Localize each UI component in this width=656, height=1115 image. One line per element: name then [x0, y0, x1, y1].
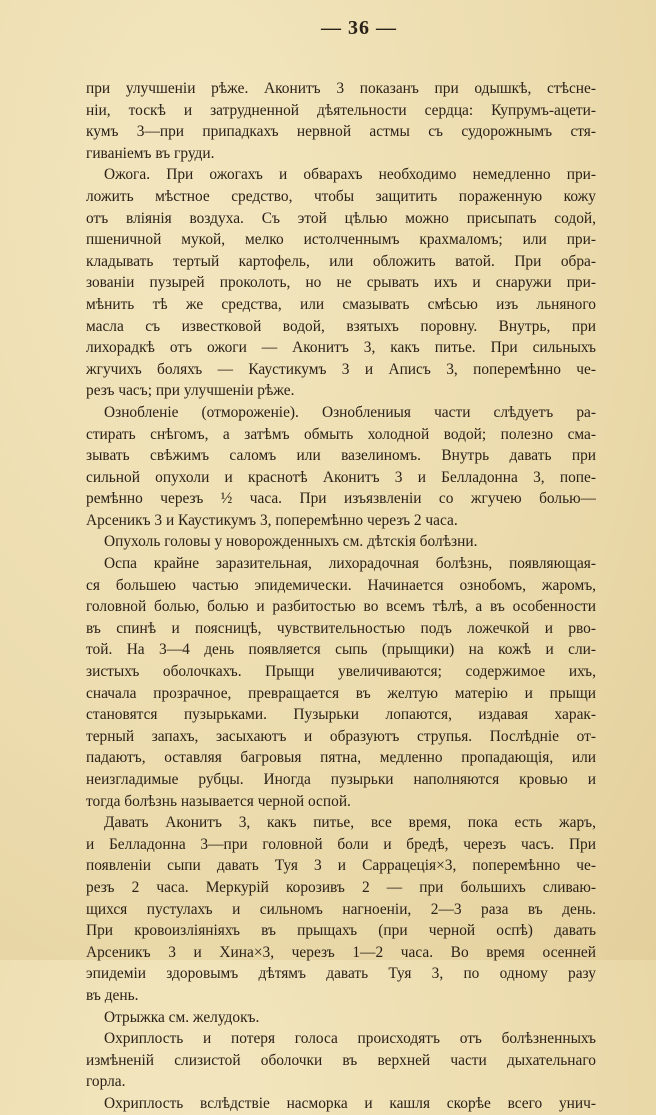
text-line: Оспа крайне заразительная, лихорадочная болѣзнь, появляющая- — [104, 555, 596, 573]
text-line: зистыхъ оболочкахъ. Прыщи увеличиваются; содержимое ихъ, — [86, 663, 596, 681]
text-line: стирать снѣгомъ, а затѣмъ обмыть холодной водой; полезно сма- — [86, 425, 596, 443]
text-line: кладывать тертый картофель, или обложить ватой. При обра- — [86, 252, 596, 270]
text-line: появленіи сыпи давать Туя 3 и Саррацеція×3, поперемѣнно че- — [86, 857, 596, 875]
text-line: Охриплость вслѣдствіе насморка и кашля скорѣе всего унич- — [104, 1094, 596, 1112]
text-line: Опухоль головы у новорожденныхъ см. дѣтскія болѣзни. — [104, 533, 478, 551]
text-line: резъ 2 часа. Меркурій корозивъ 2 — при большихъ сливаю- — [86, 878, 596, 896]
text-line: масла съ известковой водой, взятыхъ поровну. Внутрь, при — [86, 317, 596, 335]
text-line: мѣнить тѣ же средства, или смазывать смѣсью изъ льняного — [86, 295, 596, 313]
text-line: неизгладимые рубцы. Иногда пузырьки наполняются кровью и — [86, 771, 596, 788]
text-line: Давать Аконитъ 3, какъ питье, все время, пока есть жаръ, — [104, 814, 596, 832]
text-line: въ день. — [86, 986, 139, 1004]
text-line: ся большею частью эпидемически. Начинается ознобомъ, жаромъ, — [86, 576, 596, 594]
text-line: и Белладонна 3—при головной боли и бредѣ, черезъ часъ. При — [86, 835, 596, 853]
text-line: Охриплость и потеря голоса происходятъ отъ болѣзненныхъ — [104, 1030, 596, 1048]
text-line: измѣненій слизистой оболочки въ верхней части дыхательнаго — [86, 1051, 596, 1069]
text-line: гиваніемъ въ груди. — [86, 144, 215, 162]
text-line: падаютъ, оставляя багровыя пятна, медленно пропадающія, или — [86, 749, 596, 767]
text-line: зывать свѣжимъ саломъ или вазелиномъ. Внутрь давать при — [86, 447, 596, 465]
text-line: ложить мѣстное средство, чтобы защитить пораженную кожу — [86, 187, 596, 205]
text-line: При кровоизліяніяхъ въ прыщахъ (при черной оспѣ) давать — [86, 922, 596, 940]
text-line: кумъ 3—при припадкахъ нервной астмы съ судорожнымъ стя- — [86, 123, 596, 141]
text-line: терный запахъ, засыхаютъ и образуютъ струпья. Послѣдніе от- — [86, 727, 596, 745]
text-line: сначала прозрачное, превращается въ желтую матерію и прыщи — [86, 684, 596, 702]
text-line: сильной опухоли и краснотѣ Аконитъ 3 и Белладонна 3, попе- — [86, 468, 596, 486]
text-line: эпидеміи здоровымъ дѣтямъ давать Туя 3, по одному разу — [86, 965, 596, 983]
text-line: Ожога. При ожогахъ и обварахъ необходимо немедленно при- — [104, 166, 596, 184]
text-line: жгучихъ боляхъ — Каустикумъ 3 и Аписъ 3, поперемѣнно че- — [86, 360, 596, 378]
text-line: ніи, тоскѣ и затрудненной дѣятельности сердца: Купрумъ-ацети- — [86, 101, 596, 119]
text-line: головной болью, болью и разбитостью во всемъ тѣлѣ, а въ особенности — [86, 598, 596, 616]
text-line: Отрыжка см. желудокъ. — [104, 1008, 260, 1026]
text-line: пшеничной мукой, мелко истолченнымъ крахмаломъ; или при- — [86, 231, 596, 249]
text-line: лихорадкѣ отъ ожоги — Аконитъ 3, какъ питье. При сильныхъ — [86, 339, 596, 357]
text-line: резъ часъ; при улучшеніи рѣже. — [86, 382, 295, 400]
text-line: отъ вліянія воздуха. Съ этой цѣлью можно присыпать содой, — [86, 209, 596, 227]
text-line: Арсеникъ 3 и Хина×3, черезъ 1—2 часа. Во время осенней — [86, 943, 596, 961]
text-line: щихся пустулахъ и сильномъ нагноеніи, 2—3 раза въ день. — [86, 900, 596, 918]
text-line: Ознобленіе (отмороженіе). Озноблениыя части слѣдуетъ ра- — [104, 403, 596, 421]
text-line: ремѣнно черезъ ½ часа. При изъязвленіи со жгучею болью— — [86, 490, 596, 508]
text-line: горла. — [86, 1073, 126, 1091]
page-number: — 36 — — [321, 17, 397, 39]
text-line: той. На 3—4 день появляется сыпь (прыщики) на кожѣ и сли- — [86, 641, 596, 659]
text-line: зованіи пузырей проколоть, но не срывать ихъ и снаружи при- — [86, 274, 596, 292]
body-text — [86, 78, 596, 1115]
text-line: въ спинѣ и поясницѣ, чувствительностью подъ ложечкой и рво- — [86, 619, 596, 637]
text-line: тогда болѣзнь называется черной оспой. — [86, 792, 351, 810]
text-line: при улучшеніи рѣже. Аконитъ 3 показанъ при одышкѣ, стѣсне- — [86, 80, 596, 97]
text-line: становятся пузырьками. Пузырьки лопаются, издавая харак- — [86, 706, 596, 724]
text-line: Арсеникъ 3 и Каустикумъ 3, поперемѣнно черезъ 2 часа. — [86, 511, 458, 529]
